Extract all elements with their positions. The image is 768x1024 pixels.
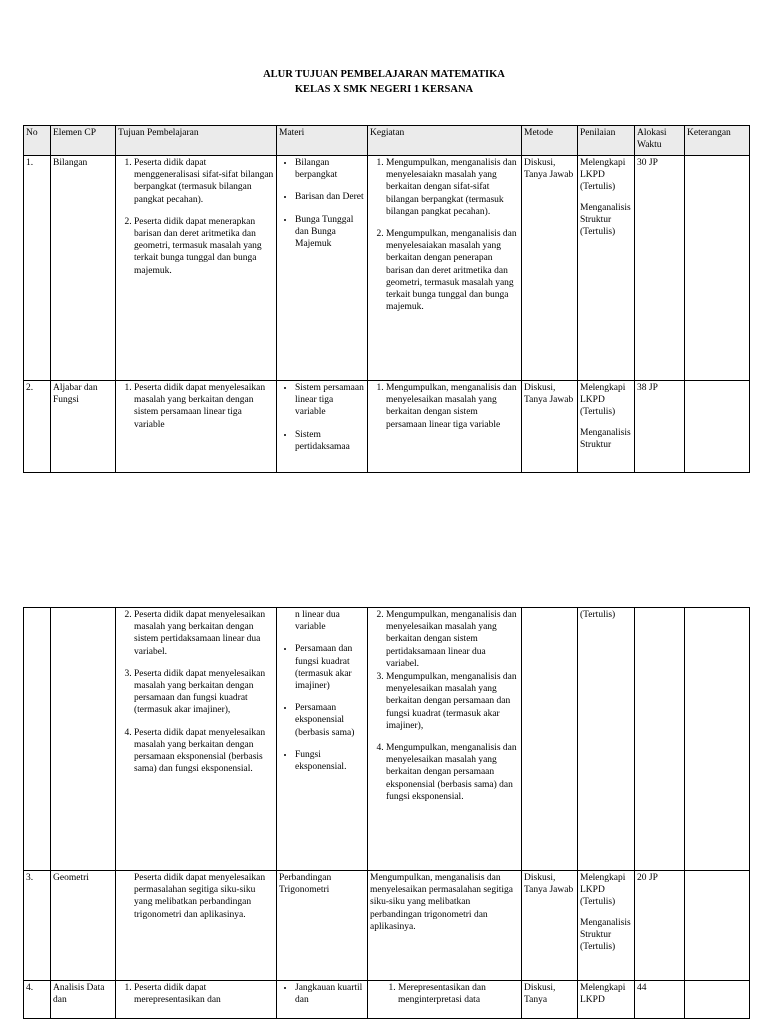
alokasi-waktu: 30 JP bbox=[635, 156, 685, 381]
penilaian-item: Melengkapi LKPD (Tertulis) bbox=[580, 873, 626, 908]
table-row bbox=[24, 871, 750, 981]
tujuan-cell bbox=[116, 981, 277, 1019]
kegiatan-cell bbox=[368, 381, 522, 473]
list-item: 2. Mengumpulkan, menganalisis dan menyelesaikan masalah yang berkaitan dengan sistem pertidaksamaan linear dua variabel. bbox=[386, 609, 519, 670]
kegiatan-cell bbox=[368, 981, 522, 1019]
penilaian-cell bbox=[578, 156, 635, 381]
penilaian: (Tertulis) bbox=[578, 608, 635, 871]
tujuan-cell bbox=[116, 871, 277, 981]
elemen-cp: Geometri bbox=[51, 871, 116, 981]
elemen-cp: Aljabar dan Fungsi bbox=[51, 381, 116, 473]
document-title-line-1: ALUR TUJUAN PEMBELAJARAN MATEMATIKA bbox=[263, 69, 505, 80]
list-item: • Persamaan eksponensial (berbasis sama) bbox=[295, 702, 365, 739]
list-item: 2. Mengumpulkan, menganalisis dan menyelesaiakan masalah yang berkaitan dengan penerapan barisan dan deret aritmetika dan geometri, termasuk masalah yang terkait bunga tunggal dan bunga majemuk. bbox=[386, 228, 519, 313]
penilaian-cell bbox=[578, 871, 635, 981]
table-row bbox=[24, 608, 750, 871]
list-item: • Jangkauan kuartil dan bbox=[295, 982, 365, 1006]
tujuan-text: Peserta didik dapat menyelesaikan permasalahan segitiga siku-siku yang melibatkan perbandingan trigonometri dan aplikasinya. bbox=[134, 873, 266, 920]
list-item: 1. Mengumpulkan, menganalisis dan menyelesaiakn masalah yang berkaitan dengan sifat-sifat bilangan berpangkat (termasuk bilangan pangkat pecahan). bbox=[386, 157, 519, 218]
alokasi-waktu: 38 JP bbox=[635, 381, 685, 473]
keterangan bbox=[685, 156, 750, 381]
penilaian-item: Menganalisis Struktur bbox=[580, 427, 631, 450]
list-item: 4. Peserta didik dapat menyelesaikan masalah yang berkaitan dengan persamaan eksponensial (berbasis sama) dan fungsi eksponensial. bbox=[134, 727, 274, 776]
row-number bbox=[24, 608, 51, 871]
table-row bbox=[24, 981, 750, 1019]
keterangan bbox=[685, 871, 750, 981]
list-item: 1. Merepresentasikan dan menginterpretasi data bbox=[398, 982, 519, 1006]
tujuan-cell bbox=[116, 381, 277, 473]
learning-path-table-page-2 bbox=[23, 607, 750, 1019]
document-title-line-2: KELAS X SMK NEGERI 1 KERSANA bbox=[294, 84, 474, 95]
tujuan-cell bbox=[116, 156, 277, 381]
list-item: 3. Mengumpulkan, menganalisis dan menyelesaikan masalah yang berkaitan dengan persamaan dan fungsi kuadrat (termasuk akar imajiner), bbox=[386, 671, 519, 732]
penilaian-item: Menganalisis Struktur (Tertulis) bbox=[580, 917, 631, 953]
elemen-cp bbox=[51, 608, 116, 871]
row-number: 3. bbox=[24, 871, 51, 981]
header-alokasi: Alokasi Waktu bbox=[635, 126, 685, 156]
list-item: 1. Peserta didik dapat merepresentasikan dan bbox=[134, 982, 274, 1006]
keterangan bbox=[685, 608, 750, 871]
materi-cell bbox=[277, 156, 368, 381]
list-item: • Persamaan dan fungsi kuadrat (termasuk akar imajiner) bbox=[295, 643, 365, 692]
list-item: 2. Peserta didik dapat menerapkan barisan dan deret aritmetika dan geometri, termasuk masalah yang terkait bunga tunggal dan bunga majemuk. bbox=[134, 216, 274, 277]
materi-cell bbox=[277, 381, 368, 473]
alokasi-waktu: 44 bbox=[635, 981, 685, 1019]
elemen-cp: Analisis Data dan bbox=[51, 981, 116, 1019]
list-item: • Bilangan berpangkat bbox=[295, 157, 365, 181]
keterangan bbox=[685, 981, 750, 1019]
list-item: • Sistem persamaan linear tiga variable bbox=[295, 382, 365, 419]
header-elemen-cp: Elemen CP bbox=[51, 126, 116, 156]
header-metode: Metode bbox=[522, 126, 578, 156]
list-item: • Bunga Tunggal dan Bunga Majemuk bbox=[295, 214, 365, 251]
header-tujuan: Tujuan Pembelajaran bbox=[116, 126, 277, 156]
row-number: 1. bbox=[24, 156, 51, 381]
list-item: 3. Peserta didik dapat menyelesaikan masalah yang berkaitan dengan persamaan dan fungsi kuadrat (termasuk akar imajiner), bbox=[134, 668, 274, 717]
alokasi-waktu: 20 JP bbox=[635, 871, 685, 981]
list-item: 2. Peserta didik dapat menyelesaikan masalah yang berkaitan dengan sistem pertidaksamaan linear dua variabel. bbox=[134, 609, 274, 658]
kegiatan: Mengumpulkan, menganalisis dan menyelesaikan permasalahan segitiga siku-siku yang melibatkan perbandingan trigonometri dan aplikasinya. bbox=[368, 871, 522, 981]
header-materi: Materi bbox=[277, 126, 368, 156]
list-item: 1. Peserta didik dapat menggeneralisasi sifat-sifat bilangan berpangkat (termasuk bilangan pangkat pecahan). bbox=[134, 157, 274, 206]
list-item: • Fungsi eksponensial. bbox=[295, 749, 365, 773]
kegiatan-cell bbox=[368, 608, 522, 871]
list-item: • Sistem pertidaksamaa bbox=[295, 429, 365, 453]
metode: Diskusi, Tanya Jawab bbox=[522, 156, 578, 381]
tujuan-cell bbox=[116, 608, 277, 871]
penilaian-item: Melengkapi LKPD (Tertulis) bbox=[580, 158, 626, 193]
header-kegiatan: Kegiatan bbox=[368, 126, 522, 156]
metode: Diskusi, Tanya Jawab bbox=[522, 381, 578, 473]
list-item: 1. Peserta didik dapat menyelesaikan masalah yang berkaitan dengan sistem persamaan linear tiga variable bbox=[134, 382, 274, 431]
list-item: 1. Mengumpulkan, menganalisis dan menyelesaikan masalah yang berkaitan dengan sistem persamaan linear tiga variable bbox=[386, 382, 519, 431]
table-row bbox=[24, 381, 750, 473]
materi-cell bbox=[277, 981, 368, 1019]
penilaian-cell bbox=[578, 381, 635, 473]
header-keterangan: Keterangan bbox=[685, 126, 750, 156]
learning-path-table-page-1 bbox=[23, 125, 750, 473]
penilaian-item: Melengkapi LKPD (Tertulis) bbox=[580, 383, 626, 418]
materi: Perbandingan Trigonometri bbox=[277, 871, 368, 981]
table-header-row bbox=[24, 126, 750, 156]
alokasi-waktu bbox=[635, 608, 685, 871]
table-row bbox=[24, 156, 750, 381]
keterangan bbox=[685, 381, 750, 473]
row-number: 2. bbox=[24, 381, 51, 473]
elemen-cp: Bilangan bbox=[51, 156, 116, 381]
list-item: • Barisan dan Deret bbox=[295, 191, 365, 203]
metode bbox=[522, 608, 578, 871]
materi-cell bbox=[277, 608, 368, 871]
metode: Diskusi, Tanya Jawab bbox=[522, 871, 578, 981]
metode: Diskusi, Tanya bbox=[522, 981, 578, 1019]
row-number: 4. bbox=[24, 981, 51, 1019]
header-penilaian: Penilaian bbox=[578, 126, 635, 156]
materi-continuation: n linear dua variable bbox=[295, 610, 340, 633]
penilaian-item: Menganalisis Struktur (Tertulis) bbox=[580, 202, 631, 238]
penilaian: Melengkapi LKPD bbox=[578, 981, 635, 1019]
header-no: No bbox=[24, 126, 51, 156]
list-item: 4. Mengumpulkan, menganalisis dan menyelesaikan masalah yang berkaitan dengan persamaan eksponensial (berbasis sama) dan fungsi eksponensial. bbox=[386, 742, 519, 803]
kegiatan-cell bbox=[368, 156, 522, 381]
